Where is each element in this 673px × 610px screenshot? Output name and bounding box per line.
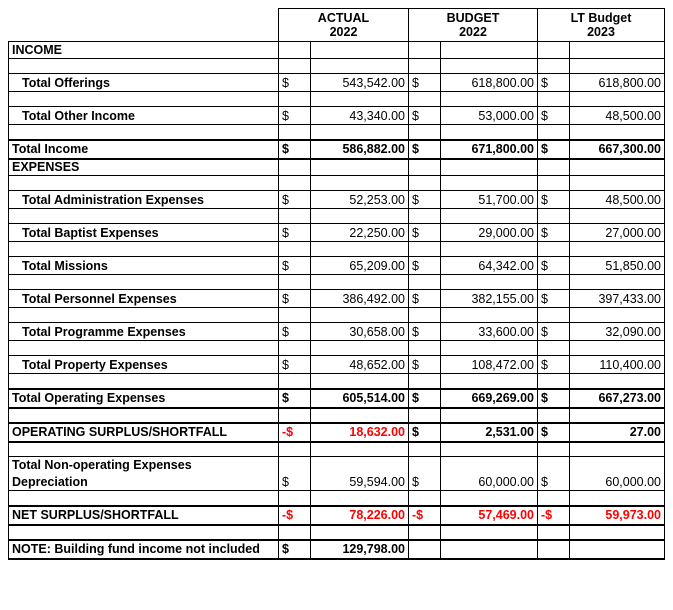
currency-symbol: $: [409, 257, 441, 275]
currency-symbol: $: [279, 356, 311, 374]
lt-value: 59,973.00: [570, 506, 665, 525]
row-label: Total Missions: [9, 257, 279, 275]
table-row: [9, 323, 665, 341]
row-label: Total Non-operating Expenses: [9, 457, 279, 474]
actual-value: 129,798.00: [311, 540, 409, 559]
lt-value: 48,500.00: [570, 191, 665, 209]
lt-value: 27,000.00: [570, 224, 665, 242]
header-row: [9, 9, 665, 42]
currency-symbol: $: [409, 389, 441, 408]
actual-value: 59,594.00: [311, 474, 409, 491]
header-lt-title: LT Budget: [570, 11, 632, 25]
row-label: Total Programme Expenses: [9, 323, 279, 341]
currency-symbol: $: [538, 107, 570, 125]
table-row: [9, 191, 665, 209]
currency-symbol: $: [538, 423, 570, 442]
actual-value: 48,652.00: [311, 356, 409, 374]
actual-value: 30,658.00: [311, 323, 409, 341]
row-label: Total Income: [9, 140, 279, 159]
row-label: Total Personnel Expenses: [9, 290, 279, 308]
actual-value: 22,250.00: [311, 224, 409, 242]
header-budget-year: 2022: [459, 25, 487, 39]
row-label: OPERATING SURPLUS/SHORTFALL: [9, 423, 279, 442]
header-actual-title: ACTUAL: [317, 11, 370, 25]
actual-value: 386,492.00: [311, 290, 409, 308]
table-row: [9, 107, 665, 125]
table-row: [9, 224, 665, 242]
section-income-row: [9, 42, 665, 59]
currency-symbol: $: [279, 224, 311, 242]
actual-value: 586,882.00: [311, 140, 409, 159]
operating-surplus-row: [9, 423, 665, 442]
currency-symbol: $: [409, 423, 441, 442]
budget-value: 53,000.00: [441, 107, 538, 125]
currency-symbol: $: [279, 191, 311, 209]
header-lt-year: 2023: [587, 25, 615, 39]
budget-value: 108,472.00: [441, 356, 538, 374]
currency-symbol: $: [409, 191, 441, 209]
row-label: Total Other Income: [9, 107, 279, 125]
currency-symbol: $: [538, 191, 570, 209]
note-row: [9, 540, 665, 559]
table-row: [9, 74, 665, 92]
currency-symbol: $: [409, 356, 441, 374]
budget-value: 51,700.00: [441, 191, 538, 209]
lt-value: 667,300.00: [570, 140, 665, 159]
currency-symbol: $: [538, 74, 570, 92]
header-actual-year: 2022: [329, 25, 358, 39]
budget-value: 669,269.00: [441, 389, 538, 408]
currency-symbol: $: [538, 224, 570, 242]
actual-value: 43,340.00: [311, 107, 409, 125]
header-actual: [279, 9, 409, 42]
budget-value: 60,000.00: [441, 474, 538, 491]
actual-value: 605,514.00: [311, 389, 409, 408]
currency-symbol: $: [538, 356, 570, 374]
currency-symbol: $: [279, 323, 311, 341]
lt-value: 32,090.00: [570, 323, 665, 341]
note-label: NOTE: Building fund income not included: [9, 540, 279, 559]
actual-value: 78,226.00: [311, 506, 409, 525]
row-label: Total Offerings: [9, 74, 279, 92]
budget-value: 33,600.00: [441, 323, 538, 341]
table-row: [9, 474, 665, 491]
row-label: Total Administration Expenses: [9, 191, 279, 209]
budget-table: [8, 8, 665, 560]
section-expenses: EXPENSES: [9, 159, 279, 176]
row-label: Total Property Expenses: [9, 356, 279, 374]
header-budget: [409, 9, 538, 42]
currency-symbol: $: [279, 540, 311, 559]
budget-value: 64,342.00: [441, 257, 538, 275]
currency-symbol: -$: [279, 506, 311, 525]
lt-value: 51,850.00: [570, 257, 665, 275]
non-operating-row: [9, 457, 665, 474]
budget-value: 618,800.00: [441, 74, 538, 92]
currency-symbol: $: [538, 389, 570, 408]
net-surplus-row: [9, 506, 665, 525]
currency-symbol: $: [279, 290, 311, 308]
currency-symbol: $: [538, 257, 570, 275]
currency-symbol: $: [409, 107, 441, 125]
lt-value: 397,433.00: [570, 290, 665, 308]
header-budget-title: BUDGET: [446, 11, 500, 25]
lt-value: 48,500.00: [570, 107, 665, 125]
budget-value: 382,155.00: [441, 290, 538, 308]
currency-symbol: -$: [279, 423, 311, 442]
actual-value: 18,632.00: [311, 423, 409, 442]
currency-symbol: $: [279, 107, 311, 125]
header-blank: [9, 9, 279, 42]
table-row: [9, 290, 665, 308]
currency-symbol: $: [538, 474, 570, 491]
section-expenses-row: [9, 159, 665, 176]
lt-value: 27.00: [570, 423, 665, 442]
currency-symbol: -$: [538, 506, 570, 525]
lt-value: 667,273.00: [570, 389, 665, 408]
row-label: Depreciation: [9, 474, 279, 491]
total-income-row: [9, 140, 665, 159]
budget-value: 2,531.00: [441, 423, 538, 442]
currency-symbol: $: [279, 389, 311, 408]
budget-value: 671,800.00: [441, 140, 538, 159]
currency-symbol: $: [279, 140, 311, 159]
row-label: Total Operating Expenses: [9, 389, 279, 408]
currency-symbol: $: [409, 290, 441, 308]
currency-symbol: $: [538, 290, 570, 308]
actual-value: 65,209.00: [311, 257, 409, 275]
currency-symbol: $: [279, 257, 311, 275]
header-lt-budget: [538, 9, 665, 42]
currency-symbol: $: [409, 140, 441, 159]
row-label: Total Baptist Expenses: [9, 224, 279, 242]
actual-value: 52,253.00: [311, 191, 409, 209]
row-label: NET SURPLUS/SHORTFALL: [9, 506, 279, 525]
section-income: INCOME: [9, 42, 279, 59]
lt-value: 618,800.00: [570, 74, 665, 92]
currency-symbol: $: [279, 474, 311, 491]
table-row: [9, 356, 665, 374]
total-operating-row: [9, 389, 665, 408]
currency-symbol: $: [409, 224, 441, 242]
lt-value: 60,000.00: [570, 474, 665, 491]
budget-value: 29,000.00: [441, 224, 538, 242]
currency-symbol: $: [279, 74, 311, 92]
currency-symbol: -$: [409, 506, 441, 525]
actual-value: 543,542.00: [311, 74, 409, 92]
currency-symbol: $: [538, 323, 570, 341]
lt-value: 110,400.00: [570, 356, 665, 374]
budget-value: 57,469.00: [441, 506, 538, 525]
currency-symbol: $: [538, 140, 570, 159]
table-row: [9, 257, 665, 275]
currency-symbol: $: [409, 323, 441, 341]
currency-symbol: $: [409, 474, 441, 491]
currency-symbol: $: [409, 74, 441, 92]
